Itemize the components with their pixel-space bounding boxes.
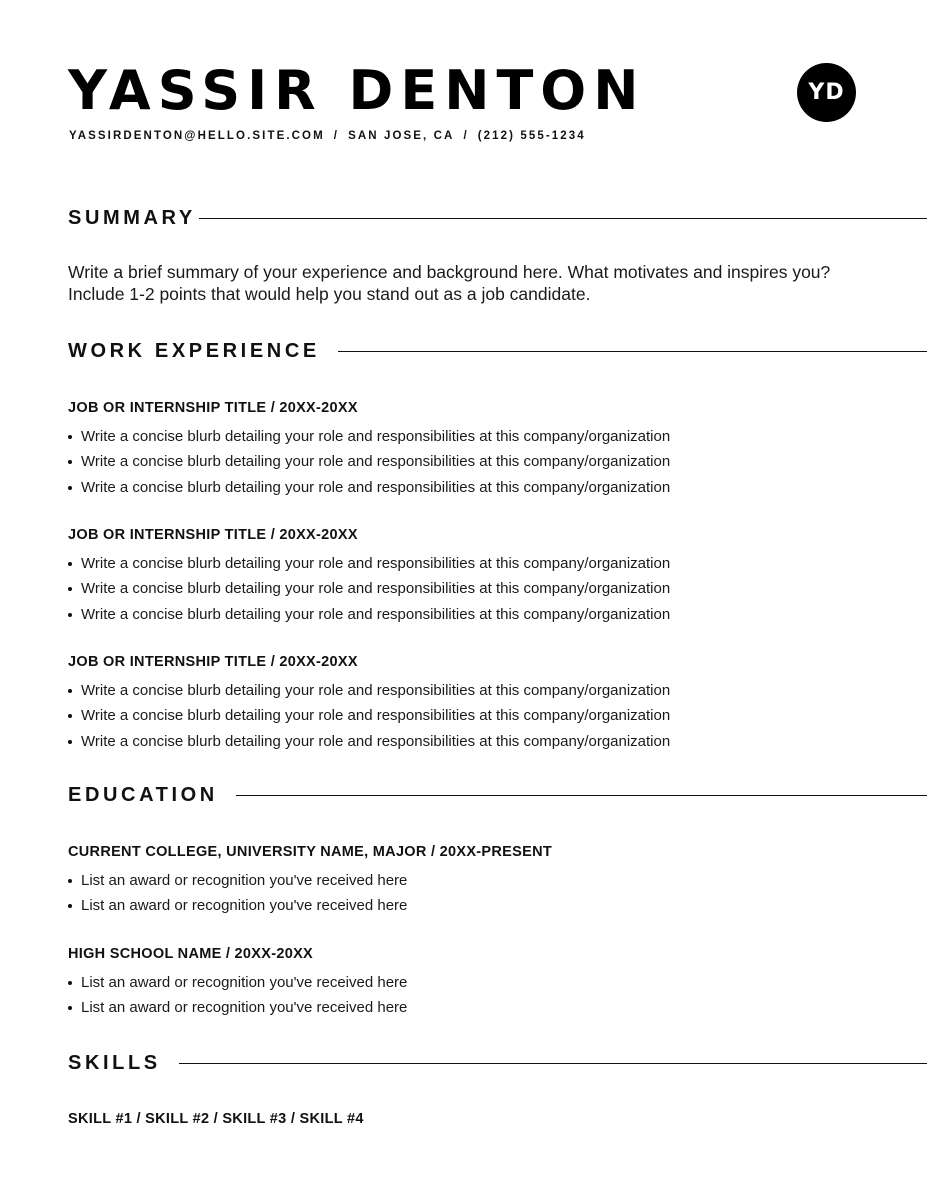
education-entry (68, 843, 888, 919)
school-title: CURRENT COLLEGE, UNIVERSITY NAME, MAJOR / 20XX-PRESENT (68, 844, 553, 860)
section-divider (179, 1063, 927, 1064)
list-item: Write a concise blurb detailing your role and responsibilities at this company/organization (68, 576, 888, 601)
list-item: Write a concise blurb detailing your role and responsibilities at this company/organization (68, 729, 888, 754)
summary-text: Write a brief summary of your experience and background here. What motivates and inspires you? Include 1-2 points that would help you stand out as a job candidate. (68, 262, 831, 304)
contact-location: SAN JOSE, CA (348, 130, 455, 142)
job-entry (68, 526, 888, 627)
job-title: JOB OR INTERNSHIP TITLE / 20XX-20XX (68, 527, 358, 543)
work-experience-heading: WORK EXPERIENCE (68, 339, 320, 362)
skills-section-header (68, 1051, 927, 1075)
list-item: List an award or recognition you've received here (68, 970, 888, 995)
job-bullets (68, 551, 888, 627)
list-item: Write a concise blurb detailing your role and responsibilities at this company/organization (68, 424, 888, 449)
education-heading: EDUCATION (68, 783, 218, 806)
job-bullets (68, 678, 888, 754)
contact-email: YASSIRDENTON@HELLO.SITE.COM (69, 130, 325, 142)
skills-list: SKILL #1 / SKILL #2 / SKILL #3 / SKILL #4 (68, 1111, 364, 1127)
list-item: Write a concise blurb detailing your role and responsibilities at this company/organization (68, 449, 888, 474)
skills-heading: SKILLS (68, 1051, 161, 1074)
list-item: Write a concise blurb detailing your role and responsibilities at this company/organization (68, 551, 888, 576)
section-divider (199, 218, 927, 219)
award-bullets (68, 970, 888, 1021)
list-item: Write a concise blurb detailing your role and responsibilities at this company/organization (68, 602, 888, 627)
contact-phone: (212) 555-1234 (477, 130, 586, 142)
list-item: List an award or recognition you've received here (68, 868, 888, 893)
job-title: JOB OR INTERNSHIP TITLE / 20XX-20XX (68, 400, 358, 416)
job-bullets (68, 424, 888, 500)
section-divider (338, 351, 927, 352)
summary-heading: SUMMARY (68, 206, 196, 229)
award-bullets (68, 868, 888, 919)
job-entry (68, 653, 888, 754)
monogram-initials: YD (808, 80, 845, 105)
monogram-badge (797, 63, 856, 122)
work-experience-section-header (68, 339, 927, 363)
list-item: List an award or recognition you've received here (68, 995, 888, 1020)
contact-separator: / (463, 130, 469, 142)
section-divider (236, 795, 927, 796)
contact-line (69, 128, 586, 144)
job-entry (68, 399, 888, 500)
education-section-header (68, 783, 927, 807)
summary-section-header (68, 206, 927, 230)
list-item: Write a concise blurb detailing your role and responsibilities at this company/organization (68, 703, 888, 728)
candidate-name: YASSIR DENTON (68, 59, 646, 122)
list-item: Write a concise blurb detailing your role and responsibilities at this company/organization (68, 475, 888, 500)
list-item: Write a concise blurb detailing your role and responsibilities at this company/organization (68, 678, 888, 703)
contact-separator: / (333, 130, 340, 142)
education-entry (68, 945, 888, 1021)
school-title: HIGH SCHOOL NAME / 20XX-20XX (68, 946, 314, 962)
job-title: JOB OR INTERNSHIP TITLE / 20XX-20XX (68, 654, 358, 670)
list-item: List an award or recognition you've received here (68, 893, 888, 918)
